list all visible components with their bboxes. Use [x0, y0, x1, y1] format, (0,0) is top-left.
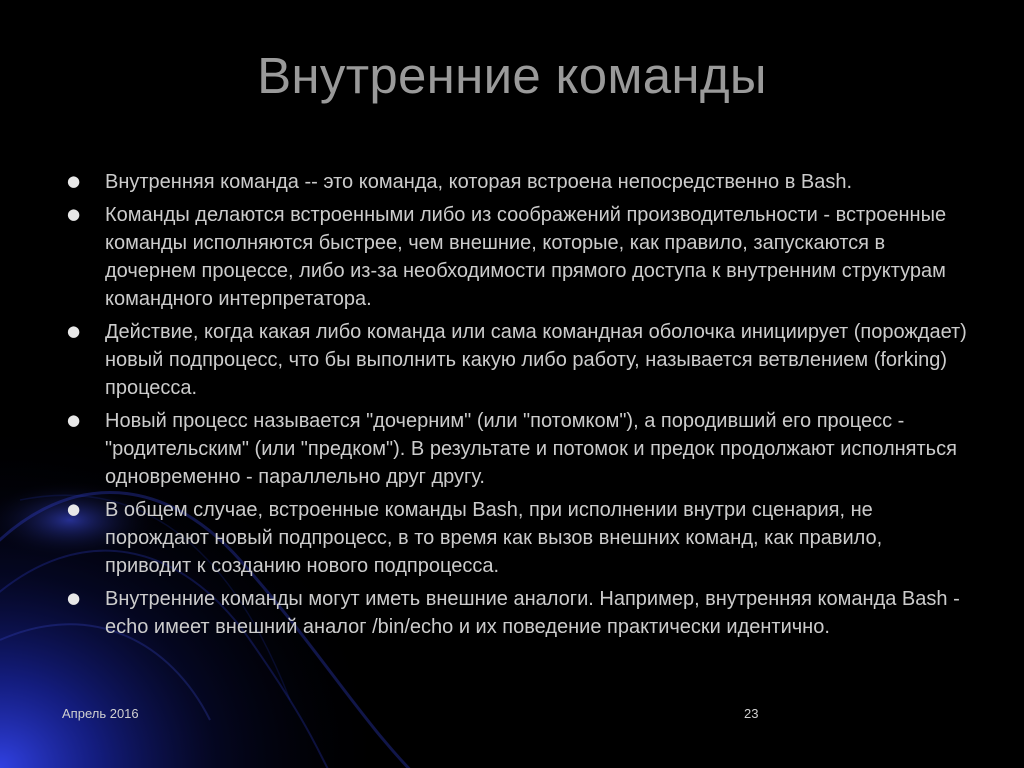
- bullet-item: [62, 318, 972, 402]
- bullet-item: [62, 201, 972, 313]
- bullet-text: Действие, когда какая либо команда или сама командная оболочка инициирует (порождает) новый подпроцесс, что бы выполнить какую либо работу, называется ветвлением (forking) процесса.: [105, 321, 967, 399]
- bullet-item: [62, 407, 972, 491]
- bullet-dot-icon: ●: [67, 172, 81, 190]
- bullet-text: Команды делаются встроенными либо из соображений производительности - встроенные команды исполняются быстрее, чем внешние, которые, как правило, запускаются в дочернем процессе, либо из-за необходимости прямого доступа к внутренним структурам командного интерпретатора.: [105, 204, 947, 310]
- page-number: 23: [744, 706, 759, 721]
- bullet-text: Внутренние команды могут иметь внешние аналоги. Например, внутренняя команда Bash - echo имеет внешний аналог /bin/echo и их поведение практически идентично.: [105, 588, 960, 638]
- bullet-text: Новый процесс называется "дочерним" (или "потомком"), а породивший его процесс - "родительским" (или "предком"). В результате и потомок и предок продолжают исполняться одновременно - параллельно друг другу.: [105, 410, 957, 488]
- bullet-dot-icon: ●: [67, 500, 81, 518]
- bullet-list: [62, 168, 972, 646]
- bullet-item: [62, 168, 972, 196]
- bullet-dot-icon: ●: [67, 205, 81, 223]
- bullet-text: Внутренняя команда -- это команда, которая встроена непосредственно в Bash.: [105, 171, 853, 193]
- slide-title: Внутренние команды: [257, 47, 767, 104]
- bullet-dot-icon: ●: [67, 322, 81, 340]
- bullet-dot-icon: ●: [67, 411, 81, 429]
- bullet-item: [62, 585, 972, 641]
- bullet-text: В общем случае, встроенные команды Bash, при исполнении внутри сценария, не порождают новый подпроцесс, в то время как вызов внешних команд, как правило, приводит к созданию нового подпроцесса.: [105, 499, 883, 577]
- bullet-item: [62, 496, 972, 580]
- bullet-dot-icon: ●: [67, 589, 81, 607]
- footer-date: Апрель 2016: [62, 706, 139, 721]
